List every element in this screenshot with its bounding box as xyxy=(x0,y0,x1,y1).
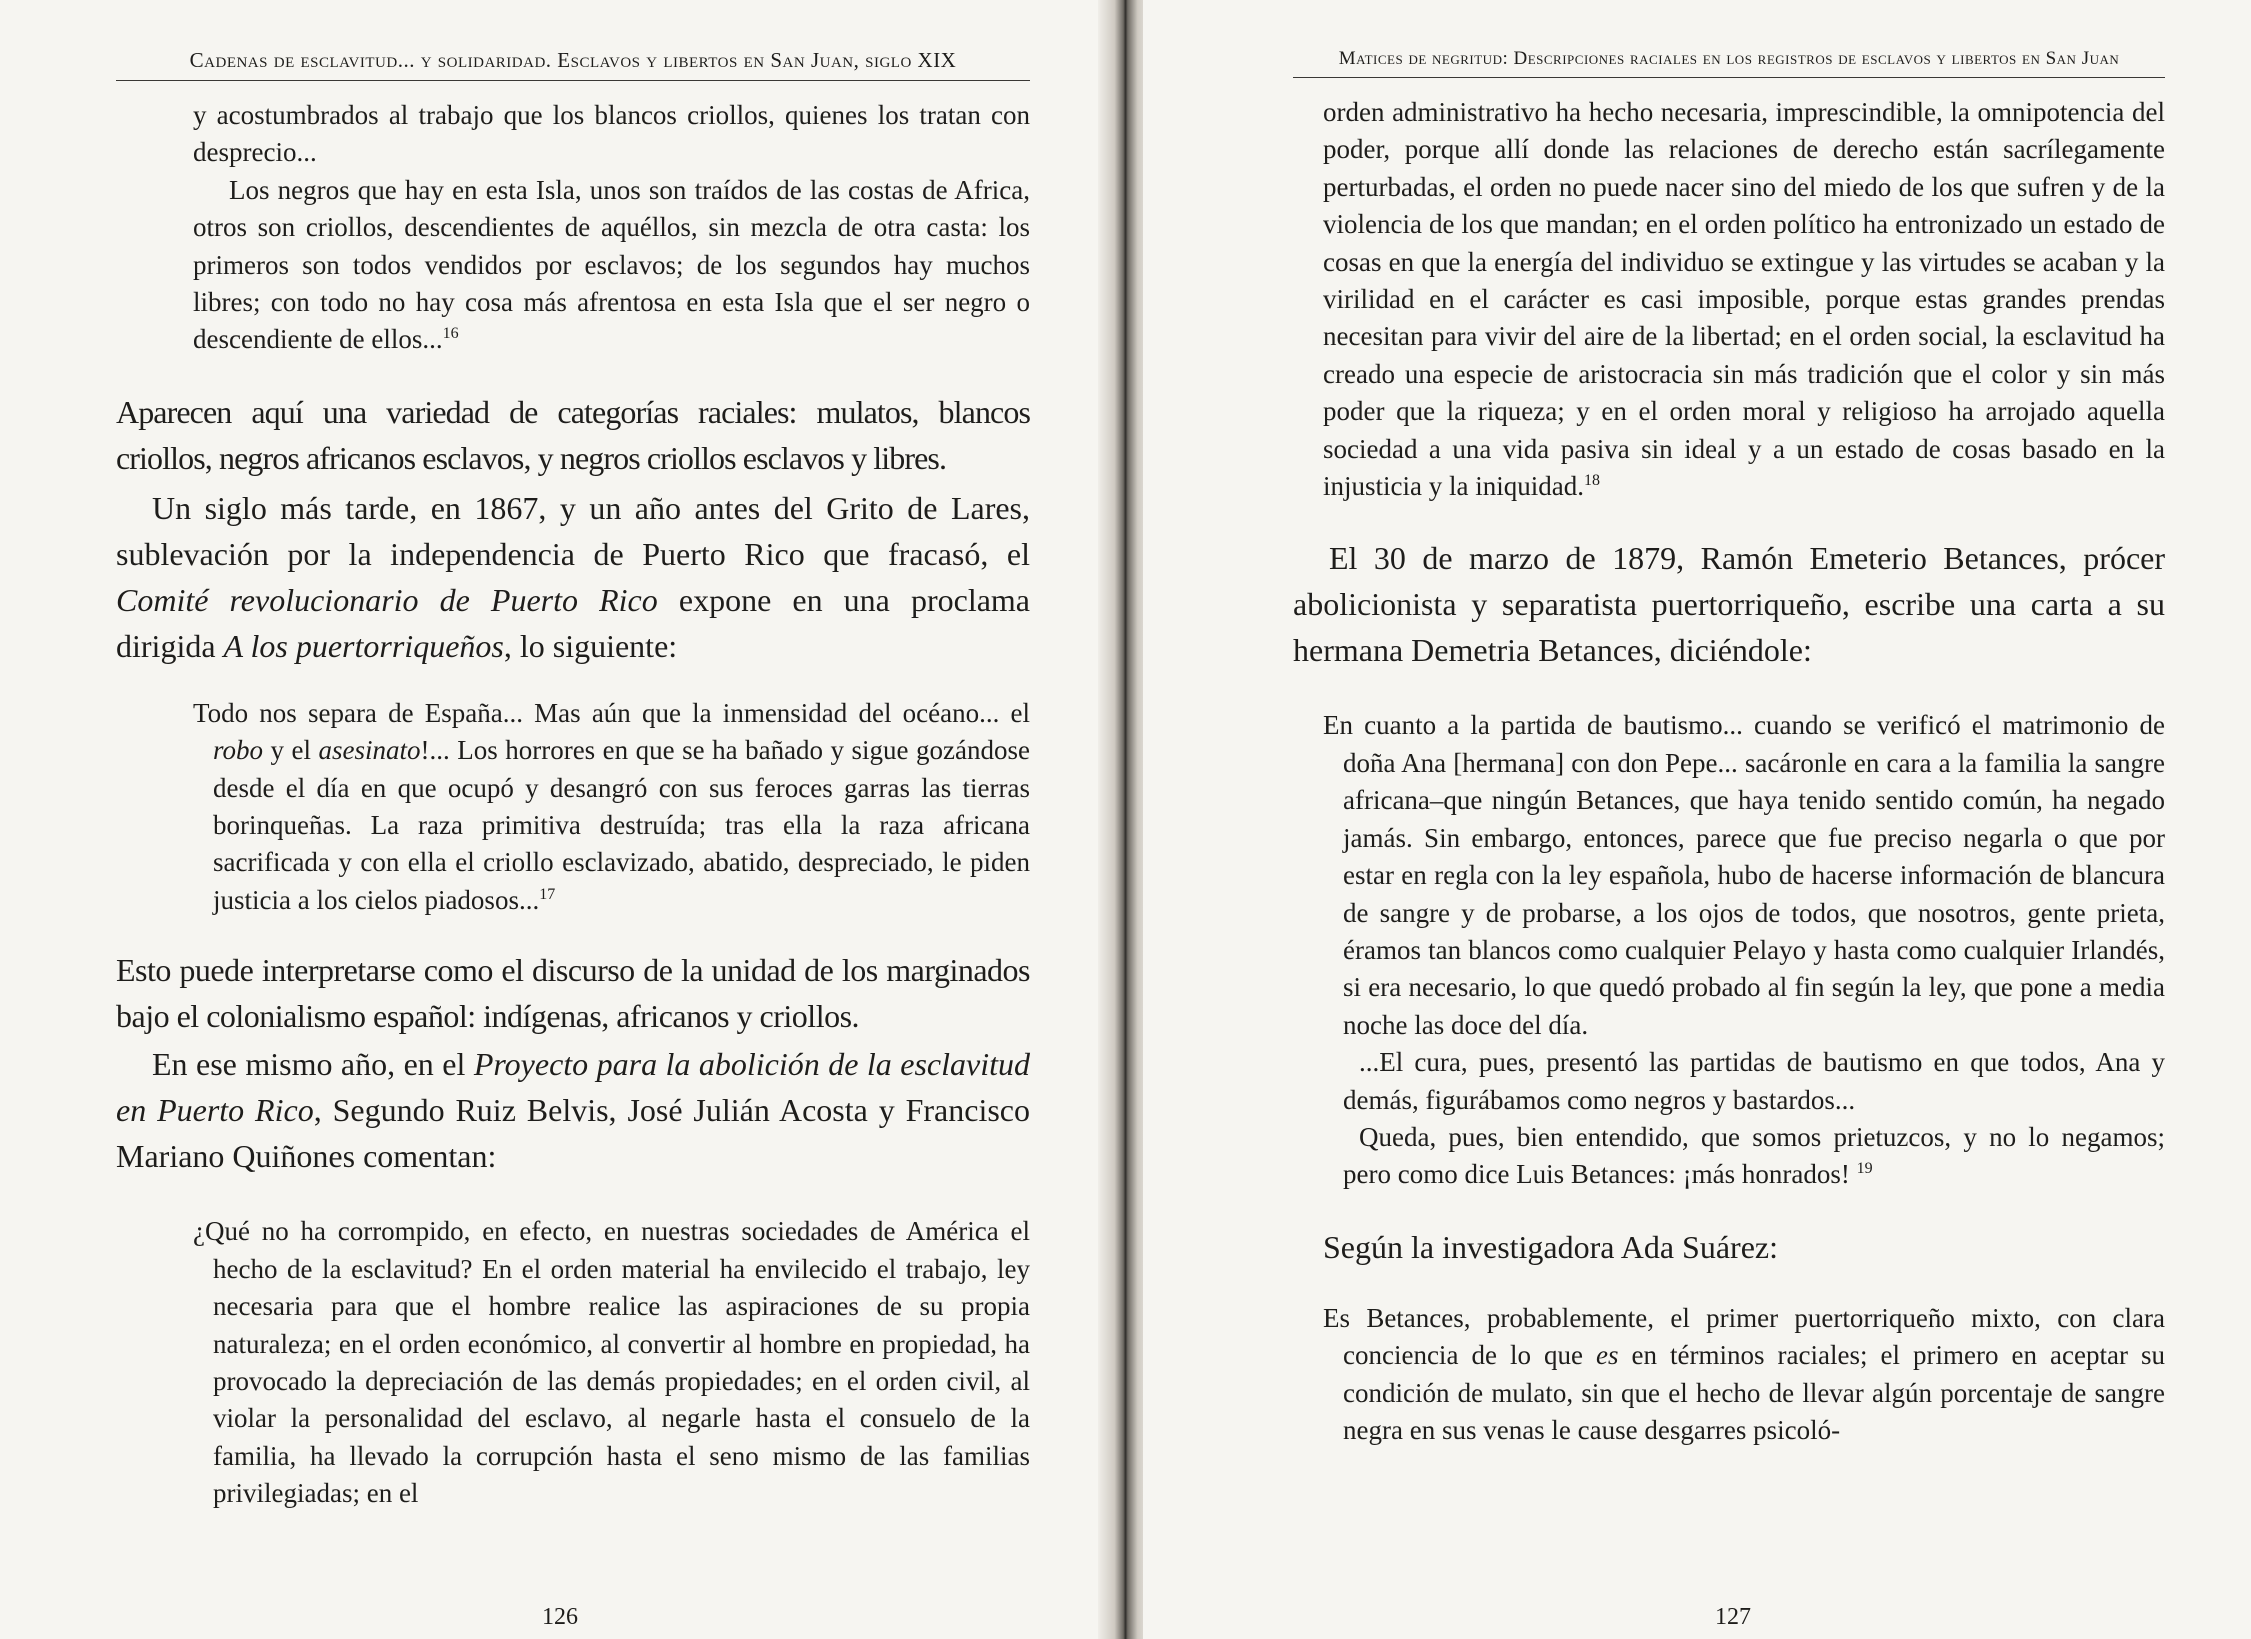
right-para-1: El 30 de marzo de 1879, Ramón Emeterio Betances, prócer abolicionista y separatista puertorriqueño, escribe una carta a su hermana Demetria Betances, diciéndole: xyxy=(1293,540,2165,669)
left-quote-1-para-2 xyxy=(193,172,1030,359)
left-page-number: 126 xyxy=(542,1604,578,1630)
right-quote-3-para xyxy=(1323,1300,2165,1450)
left-para-2-a: Un siglo más tarde, en 1867, y un año antes del Grito de Lares, sublevación por la independencia de Puerto Rico que fracasó, el xyxy=(116,489,1030,572)
left-para-3: Esto puede interpretarse como el discurso de la unidad de los marginados bajo el colonialismo español: indígenas, africanos y criollos. xyxy=(116,952,1030,1035)
right-page-number: 127 xyxy=(1715,1604,1751,1630)
left-para-4-a: En ese mismo año, en el xyxy=(152,1046,474,1083)
right-quote-3-c: en términos raciales; el primero en aceptar su condición de mulato, sin que el hecho de llevar algún porcentaje de sangre negra en sus venas le cause desgarres psicoló- xyxy=(1343,1340,2165,1445)
right-running-head: Matices de negritud: Descripciones raciales en los registros de esclavos y libertos en San Juan xyxy=(1293,48,2165,78)
left-quote-2-robo: robo xyxy=(213,735,264,766)
right-quote-2-para-1: En cuanto a la partida de bautismo... cuando se verificó el matrimonio de doña Ana [hermana] con don Pepe... sacáronle en cara a la familia la sangre africana–que ningún Betances, que haya tenido sentido común, ha negado jamás. Sin embargo, entonces, parece que fue preciso negarla o que por estar en regla con la ley española, hubo de hacerse información de blancura de sangre y de probarse, a los ojos de todos, que nosotros, gente prieta, éramos tan blancos como cualquier Pelayo y hasta como cualquier Irlandés, si era necesario, lo que quedó probado al fin según la ley, que pone a media noche las doce del día. xyxy=(1323,710,2165,1040)
left-quote-2-para xyxy=(193,695,1030,919)
right-quote-2-para-3 xyxy=(1323,1119,2165,1194)
right-quote-1 xyxy=(1293,94,2165,505)
left-quote-2-asesinato: asesinato xyxy=(318,735,421,766)
left-quote-2 xyxy=(116,695,1030,919)
left-quote-1-para-1: y acostumbrados al trabajo que los blancos criollos, quienes los tratan con desprecio... xyxy=(193,100,1030,168)
left-quote-3 xyxy=(116,1213,1030,1512)
right-quote-2-para-2: ...El cura, pues, presentó las partidas de bautismo en que todos, Ana y demás, figurábamos como negros y bastardos... xyxy=(1343,1047,2165,1115)
left-para-2-proclama-title: A los puertorriqueños xyxy=(223,627,504,664)
footnote-ref-17: 17 xyxy=(539,885,556,903)
right-quote-1-para xyxy=(1323,94,2165,505)
right-quote-1-text: orden administrativo ha hecho necesaria, imprescindible, la omnipotencia del poder, porque allí donde las relaciones de derecho están sacrílegamente perturbadas, el orden no puede nacer sino del miedo de los que sufren y de la violencia de los que mandan; en el orden político ha entronizado un estado de cosas en que la energía del individuo se extingue y las virtudes se acaban y la virilidad en el carácter es casi imposible, porque estas grandes prendas necesitan para vivir del aire de la libertad; en el orden social, la esclavitud ha creado una especie de aristocracia sin más tradición que el color y sin más poder que la riqueza; y en el orden moral y religioso ha arrojado aquella sociedad a una vida pasiva sin ideal y a un estado de cosas basado en la injusticia y la iniquidad. xyxy=(1323,97,2165,502)
right-quote-3 xyxy=(1293,1300,2165,1450)
left-quote-1 xyxy=(116,97,1030,359)
left-para-2-e: , lo siguiente: xyxy=(503,627,678,664)
left-quote-2-e: !... Los horrores en que se ha bañado y sigue gozándose desde el día en que ocupó y desangró con sus feroces garras las tierras borinqueñas. La raza primitiva destruída; tras ella la raza africana sacrificada y con ella el criollo esclavizado, abatido, despreciado, le piden justicia a los cielos piadosos... xyxy=(213,735,1030,915)
right-quote-2 xyxy=(1293,707,2165,1193)
footnote-ref-16: 16 xyxy=(442,325,459,343)
right-quote-2-para-3-text: Queda, pues, bien entendido, que somos prietuzcos, y no lo negamos; pero como dice Luis Betances: ¡más honrados! xyxy=(1343,1121,2165,1190)
left-quote-2-a: Todo nos separa de España... Mas aún que la inmensidad del océano... el xyxy=(193,697,1030,728)
left-para-4 xyxy=(116,1041,1030,1179)
left-quote-1-para-2-text: Los negros que hay en esta Isla, unos son traídos de las costas de Africa, otros son criollos, descendientes de aquéllos, sin mezcla de otra casta: los primeros son todos vendidos por esclavos; de los segundos hay muchos libres; con todo no hay cosa más afrentosa en esta Isla que el ser negro o descendiente de ellos... xyxy=(193,174,1030,355)
left-running-head: Cadenas de esclavitud... y solidaridad. Esclavos y libertos en San Juan, siglo XIX xyxy=(116,48,1030,81)
right-quote-3-a: Es Betances, probablemente, el primer puertorriqueño mixto, con clara conciencia de lo que xyxy=(1323,1302,2165,1371)
left-quote-3-para: ¿Qué no ha corrompido, en efecto, en nuestras sociedades de América el hecho de la esclavitud? En el orden material ha envilecido el trabajo, ley necesaria para que el hombre realice las aspiraciones de su propia naturaleza; en el orden económico, al convertir al hombre en propiedad, ha provocado la depreciación de las demás propiedades; en el orden civil, al violar la personalidad del esclavo, al negarle hasta el consuelo de la familia, ha llevado la corrupción hasta el seno mismo de las familias privilegiadas; en el xyxy=(193,1216,1030,1509)
left-para-2 xyxy=(116,485,1030,669)
left-quote-2-c: y el xyxy=(263,735,319,766)
left-para-2-comite: Comité revolucionario de Puerto Rico xyxy=(116,581,658,618)
right-page xyxy=(1143,0,2251,1639)
left-para-4-c: , Segundo Ruiz Belvis, José Julián Acosta y Francisco Mariano Quiñones comentan: xyxy=(116,1092,1031,1175)
footnote-ref-18: 18 xyxy=(1583,472,1600,490)
footnote-ref-19: 19 xyxy=(1856,1160,1873,1178)
right-para-2: Según la investigadora Ada Suárez: xyxy=(1323,1228,1778,1265)
left-para-4-proyecto-title: Proyecto para la abolición de la esclavitud en Puerto Rico xyxy=(116,1046,1031,1129)
left-page xyxy=(0,0,1108,1639)
right-quote-3-es: es xyxy=(1596,1340,1619,1371)
left-para-2-c: expone en una proclama dirigida xyxy=(116,581,1031,664)
left-para-1: Aparecen aquí una variedad de categorías raciales: mulatos, blancos criollos, negros africanos esclavos, y negros criollos esclavos y libres. xyxy=(116,393,1030,476)
